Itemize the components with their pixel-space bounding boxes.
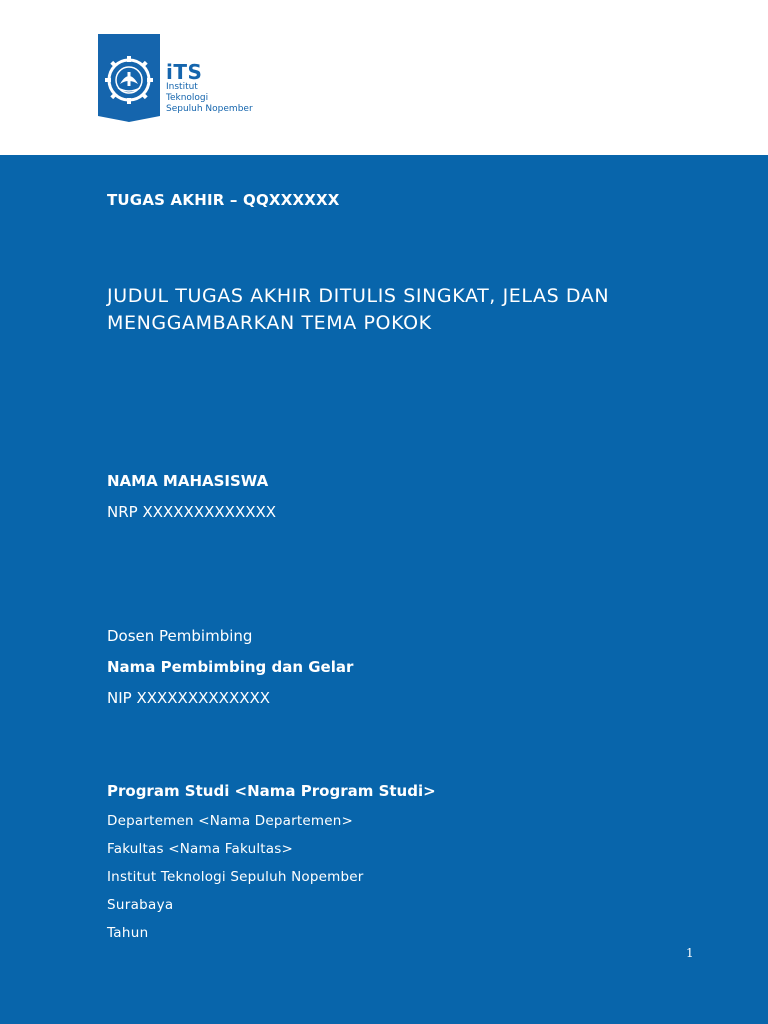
logo-line-1: Institut: [166, 82, 198, 92]
student-nrp: NRP XXXXXXXXXXXXX: [107, 503, 277, 521]
supervisor-name: Nama Pembimbing dan Gelar: [107, 658, 354, 676]
supervisor-label: Dosen Pembimbing: [107, 627, 253, 645]
its-logo-text: iTS: [166, 60, 203, 84]
department: Departemen <Nama Departemen>: [107, 813, 354, 829]
page-number: 1: [686, 946, 694, 960]
student-name: NAMA MAHASISWA: [107, 472, 269, 490]
thesis-title: JUDUL TUGAS AKHIR DITULIS SINGKAT, JELAS DAN MENGGAMBARKAN TEMA POKOK: [107, 285, 610, 334]
logo-line-2: Teknologi: [166, 93, 209, 103]
its-wordmark: [166, 62, 253, 115]
page-header: [0, 0, 768, 155]
thesis-code: TUGAS AKHIR – QQXXXXXX: [107, 191, 340, 209]
city: Surabaya: [107, 897, 174, 913]
its-logo: [98, 34, 268, 122]
its-emblem-icon: [98, 34, 160, 122]
year: Tahun: [107, 925, 149, 941]
institute-name: Institut Teknologi Sepuluh Nopember: [107, 869, 364, 885]
faculty: Fakultas <Nama Fakultas>: [107, 841, 294, 857]
logo-line-3: Sepuluh Nopember: [166, 104, 253, 114]
study-program: Program Studi <Nama Program Studi>: [107, 782, 436, 800]
cover-panel: [0, 155, 768, 1024]
supervisor-nip: NIP XXXXXXXXXXXXX: [107, 689, 271, 707]
